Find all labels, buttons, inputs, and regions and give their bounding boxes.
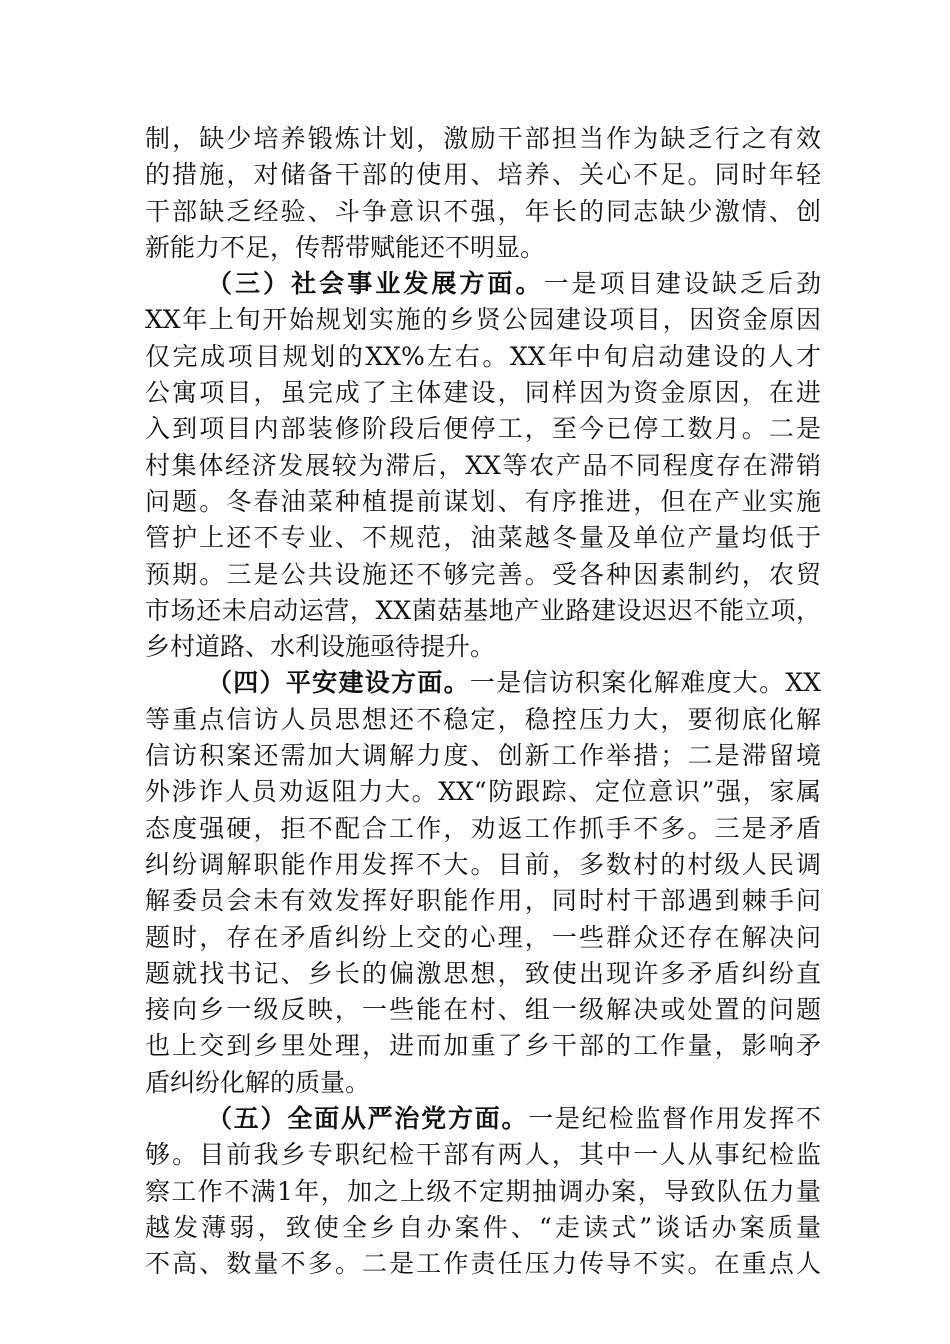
text-line: 仅完成项目规划的XX%左右。XX年中旬启动建设的人才 bbox=[145, 341, 821, 371]
text-line: XX年上旬开始规划实施的乡贤公园建设项目，因资金原因 bbox=[145, 305, 821, 335]
text-line bbox=[145, 665, 821, 701]
text-line: 够。目前我乡专职纪检干部有两人，其中一人从事纪检监 bbox=[145, 1140, 821, 1170]
text-line: 外涉诈人员劝返阻力大。XX“防跟踪、定位意识”强，家属 bbox=[145, 777, 821, 807]
text-line: 乡村道路、水利设施亟待提升。 bbox=[145, 632, 496, 662]
text-line: 纠纷调解职能作用发挥不大。目前，多数村的村级人民调 bbox=[145, 849, 821, 879]
text-line: 新能力不足，传帮带赋能还不明显。 bbox=[145, 232, 546, 262]
text-line: 题时，存在矛盾纠纷上交的心理，一些群众还存在解决问 bbox=[145, 922, 821, 952]
text-line: 信访积案还需加大调解力度、创新工作举措；二是滞留境 bbox=[145, 741, 821, 771]
text-line: 越发薄弱，致使全乡自办案件、“走读式”谈话办案质量 bbox=[145, 1212, 821, 1242]
text-fragment: 一是项目建设缺乏后劲 bbox=[543, 269, 821, 299]
text-line: 干部缺乏经验、斗争意识不强，年长的同志缺少激情、创 bbox=[145, 196, 821, 226]
text-line: 察工作不满1年，加之上级不定期抽调办案，导致队伍力量 bbox=[145, 1176, 821, 1206]
text-line: 解委员会未有效发挥好职能作用，同时村干部遇到棘手问 bbox=[145, 886, 821, 916]
text-line: 接向乡一级反映，一些能在村、组一级解决或处置的问题 bbox=[145, 995, 821, 1025]
text-line: 的措施，对储备干部的使用、培养、关心不足。同时年轻 bbox=[145, 160, 821, 190]
section-heading-4: （四）平安建设方面。 bbox=[207, 668, 470, 698]
paragraph-cadre-training bbox=[145, 121, 821, 266]
text-line: 问题。冬春油菜种植提前谋划、有序推进，但在产业实施 bbox=[145, 486, 821, 516]
text-line: 制，缺少培养锻炼计划，激励干部担当作为缺乏行之有效 bbox=[145, 124, 821, 153]
section-heading-5: （五）全面从严治党方面。 bbox=[207, 1104, 529, 1134]
section-heading-3: （三）社会事业发展方面。 bbox=[207, 269, 544, 299]
text-line: 村集体经济发展较为滞后，XX等农产品不同程度存在滞销 bbox=[145, 450, 821, 480]
document-body bbox=[145, 121, 821, 1283]
text-line: 市场还未启动运营，XX菌菇基地产业路建设迟迟不能立项， bbox=[145, 595, 821, 625]
paragraph-safety-construction bbox=[145, 665, 821, 1101]
text-fragment: 一是纪检监督作用发挥不 bbox=[528, 1104, 821, 1134]
text-line: 入到项目内部装修阶段后便停工，至今已停工数月。二是 bbox=[145, 414, 821, 444]
paragraph-social-development bbox=[145, 266, 821, 665]
text-line: 题就找书记、乡长的偏激思想，致使出现许多矛盾纠纷直 bbox=[145, 958, 821, 988]
text-fragment: 一是信访积案化解难度大。XX bbox=[469, 668, 821, 698]
text-line: 管护上还不专业、不规范，油菜越冬量及单位产量均低于 bbox=[145, 523, 821, 553]
text-line: 也上交到乡里处理，进而加重了乡干部的工作量，影响矛 bbox=[145, 1031, 821, 1061]
text-line: 预期。三是公共设施还不够完善。受各种因素制约，农贸 bbox=[145, 559, 821, 589]
text-line bbox=[145, 1101, 821, 1137]
text-line: 态度强硬，拒不配合工作，劝返工作抓手不多。三是矛盾 bbox=[145, 813, 821, 843]
text-line bbox=[145, 266, 821, 302]
text-line: 不高、数量不多。二是工作责任压力传导不实。在重点人 bbox=[145, 1249, 821, 1279]
paragraph-party-discipline bbox=[145, 1101, 821, 1282]
text-line: 盾纠纷化解的质量。 bbox=[145, 1067, 371, 1097]
text-line: 等重点信访人员思想还不稳定，稳控压力大，要彻底化解 bbox=[145, 704, 821, 734]
text-line: 公寓项目，虽完成了主体建设，同样因为资金原因，在进 bbox=[145, 378, 821, 408]
